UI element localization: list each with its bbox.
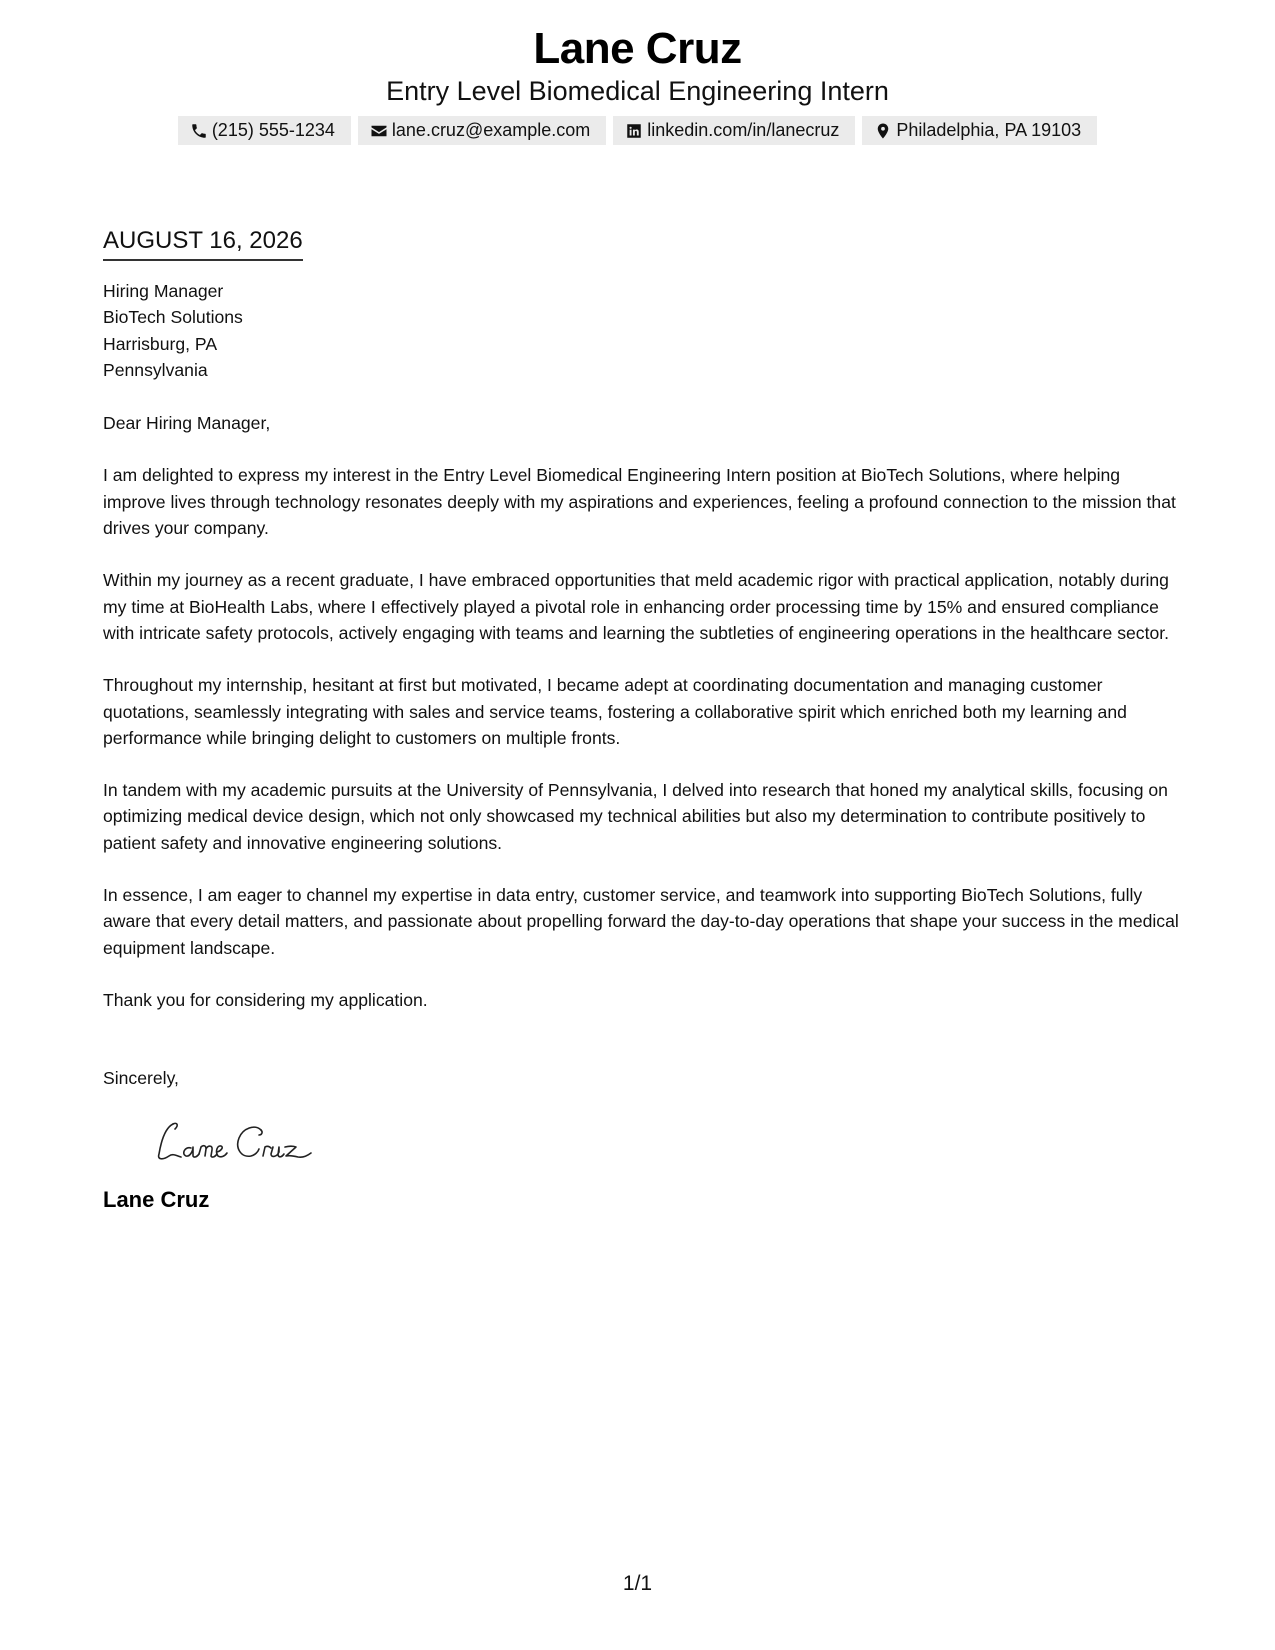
recipient-block <box>103 278 1183 383</box>
linkedin-icon <box>625 122 643 140</box>
signer-name: Lane Cruz <box>103 1186 210 1212</box>
handwritten-signature <box>151 1116 1183 1176</box>
applicant-name: Lane Cruz <box>533 24 742 73</box>
job-title: Entry Level Biomedical Engineering Intern <box>386 76 889 106</box>
letter-date: AUGUST 16, 2026 <box>103 225 303 261</box>
contact-bar <box>0 116 1275 145</box>
envelope-icon <box>370 122 388 140</box>
location-text: Philadelphia, PA 19103 <box>896 120 1082 140</box>
page-number: 1/1 <box>622 1572 653 1595</box>
body-paragraph: Throughout my internship, hesitant at first but motivated, I became adept at coordinating documentation and managing customer quotations, seamlessly integrating with sales and service teams, fostering a collaborative spirit which enriched both my learning and performance while bringing delight to customers on multiple fronts. <box>103 675 1127 748</box>
recipient-line: BioTech Solutions <box>103 307 243 328</box>
linkedin-text: linkedin.com/in/lanecruz <box>647 120 840 140</box>
letter-header <box>0 22 1275 145</box>
letter-body <box>103 225 1183 1214</box>
map-pin-icon <box>874 122 892 140</box>
contact-location[interactable] <box>862 116 1097 145</box>
recipient-line: Hiring Manager <box>103 281 224 301</box>
recipient-line: Harrisburg, PA <box>103 333 218 354</box>
phone-icon <box>190 122 208 140</box>
body-paragraph: I am delighted to express my interest in the Entry Level Biomedical Engineering Intern position at BioTech Solutions, where helping improve lives through technology resonates deeply with my aspirations and experiences, feeling a profound connection to the mission that drives your company. <box>103 465 1176 539</box>
email-text: lane.cruz@example.com <box>391 120 591 140</box>
phone-text: (215) 555-1234 <box>211 120 335 140</box>
body-paragraph: Within my journey as a recent graduate, I have embraced opportunities that meld academic rigor with practical application, notably during my time at BioHealth Labs, where I effectively played a pivotal role in enhancing order processing time by 15% and ensured compliance with intricate safety protocols, actively engaging with teams and learning the subtleties of engineering operations in the healthcare sector. <box>103 570 1170 643</box>
contact-email[interactable] <box>358 116 606 145</box>
body-paragraph: In tandem with my academic pursuits at the University of Pennsylvania, I delved into research that honed my analytical skills, focusing on optimizing medical device design, which not only showcased my technical abilities but also my determination to contribute positively to patient safety and innovative engineering solutions. <box>103 780 1168 853</box>
body-paragraph: In essence, I am eager to channel my expertise in data entry, customer service, and teamwork into supporting BioTech Solutions, fully aware that every detail matters, and passionate about propelling forward the day-to-day operations that shape your success in the medical equipment landscape. <box>103 885 1179 958</box>
contact-linkedin[interactable] <box>613 116 855 145</box>
contact-phone[interactable] <box>178 116 351 145</box>
recipient-line: Pennsylvania <box>103 359 208 380</box>
salutation: Dear Hiring Manager, <box>103 413 271 434</box>
closing: Sincerely, <box>103 1068 179 1089</box>
signature-image <box>151 1116 321 1166</box>
thank-you-line: Thank you for considering my application. <box>103 989 428 1010</box>
